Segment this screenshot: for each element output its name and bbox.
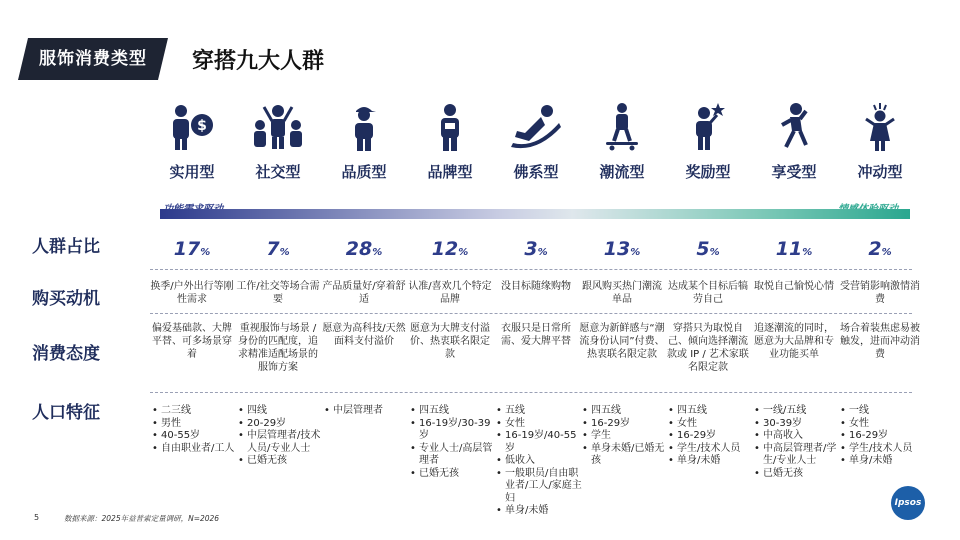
demographic-item: • 一般职员/自由职业者/工人/家庭主妇 [496,468,584,506]
segment-attitude: 偏爱基础款、大牌平替、可多场景穿着 [152,323,232,360]
share-value: 13 [603,238,631,260]
share-unit: % [537,247,548,258]
share-value: 17 [173,238,201,260]
segment-name: 奖励型 [685,163,731,181]
demographic-item: • 单身/未婚 [496,505,584,518]
segment-demographics [840,405,928,468]
segment-name: 品质型 [341,163,387,181]
segment-demographics [238,405,326,468]
segment-share [751,238,837,260]
share-unit: % [372,247,383,258]
tag-label: 服饰消费类型 [39,49,147,69]
demographic-item: • 学生 [582,430,670,443]
demographic-item: • 学生/技术人员 [668,443,756,456]
person-badge-icon [407,102,493,152]
segment-attitude: 愿意为大牌支付溢价、热衷联名限定款 [410,323,490,360]
demographic-item: • 四线 [238,405,326,418]
row-label-demographics: 人口特征 [32,403,100,423]
row-divider [150,392,912,393]
segment-attitude: 场合着装焦虑易被触发，进而冲动消费 [840,323,920,360]
section-tag [18,38,168,80]
demographic-item: • 四五线 [582,405,670,418]
segment-motive: 换季/户外出行等刚性需求 [150,281,234,305]
segment-motive: 产品质量好/穿着舒适 [322,281,406,305]
segment-name: 品牌型 [427,163,473,181]
share-value: 7 [266,238,280,260]
segment-share [407,238,493,260]
demographic-item: • 单身未婚/已婚无孩 [582,443,670,468]
share-unit: % [279,247,290,258]
demographic-item: • 一线 [840,405,928,418]
share-value: 5 [696,238,710,260]
demographic-item: • 已婚无孩 [410,468,498,481]
segment-demographics [496,405,584,518]
segment-attitude: 追逐潮流的同时，愿意为大品牌和专业功能买单 [754,323,834,360]
demographic-item: • 已婚无孩 [238,455,326,468]
segment-demographics [668,405,756,468]
demographic-item: • 四五线 [668,405,756,418]
trophy-person-icon [665,102,751,152]
segment-attitude: 重视服饰与场景 / 身份的匹配度，追求精准适配场景的服饰方案 [238,323,318,373]
demographic-item: • 四五线 [410,405,498,418]
segment-attitude: 衣服只是日常所需、爱大牌平替 [501,323,571,347]
share-unit: % [709,247,720,258]
demographic-item: • 学生/技术人员 [840,443,928,456]
segment-name: 佛系型 [513,163,559,181]
share-value: 28 [345,238,373,260]
segment-share [665,238,751,260]
segment-share [579,238,665,260]
share-unit: % [802,247,813,258]
demographic-item: • 16-29岁 [840,430,928,443]
segment-demographics [152,405,240,455]
segment-attitude: 愿意为高科技/天然面料支付溢价 [322,323,406,347]
segment-motive: 跟风购买热门潮流单品 [582,281,662,305]
demographic-item: • 单身/未婚 [840,455,928,468]
demographic-item: • 中高层管理者/学生/专业人士 [754,443,842,468]
demographic-item: • 16-19岁/40-55岁 [496,430,584,455]
segment-name: 潮流型 [599,163,645,181]
person-cap-icon [321,102,407,152]
row-divider [150,269,912,270]
running-person-icon [751,102,837,152]
demographic-item: • 中层管理者/技术人员/专业人士 [238,430,326,455]
data-source-note: 数据来源：2025年益普索定量调研，N=2026 [64,514,220,523]
ipsos-logo: Ipsos [891,486,925,520]
row-label-motive: 购买动机 [32,289,100,309]
share-unit: % [881,247,892,258]
demographic-item: • 女性 [840,418,928,431]
demographic-item: • 已婚无孩 [754,468,842,481]
money-person-icon [149,102,235,152]
demographic-item: • 16-19岁/30-39岁 [410,418,498,443]
excited-person-icon [837,102,923,152]
segment-share [837,238,923,260]
segment-name: 社交型 [255,163,301,181]
share-value: 12 [431,238,459,260]
demographic-item: • 40-55岁 [152,430,240,443]
demographic-item: • 16-29岁 [582,418,670,431]
segment-name: 冲动型 [857,163,903,181]
svg-text:$: $ [197,118,207,134]
segment-motive: 没目标随缘购物 [501,281,571,292]
page-number: 5 [34,513,40,522]
demographic-item: • 一线/五线 [754,405,842,418]
segment-share [149,238,235,260]
driver-gradient-bar [160,209,910,219]
demographic-item: • 单身/未婚 [668,455,756,468]
demographic-item: • 16-29岁 [668,430,756,443]
segment-demographics [324,405,412,418]
page-title: 穿搭九大人群 [192,49,325,74]
row-label-share: 人群占比 [32,237,100,257]
share-unit: % [458,247,469,258]
demographic-item: • 五线 [496,405,584,418]
segment-attitude: 穿搭只为取悦自己、倾向选择潮流款或 IP / 艺术家联名限定款 [667,323,749,373]
segment-share [493,238,579,260]
demographic-item: • 中层管理者 [324,405,412,418]
segment-share [235,238,321,260]
segment-name: 享受型 [771,163,817,181]
segment-motive: 达成某个目标后犒劳自己 [668,281,748,305]
demographic-item: • 30-39岁 [754,418,842,431]
segment-motive: 受营销影响激情消费 [840,281,920,305]
share-unit: % [630,247,641,258]
segment-demographics [410,405,498,480]
demographic-item: • 女性 [668,418,756,431]
segment-motive: 取悦自己愉悦心情 [754,281,834,292]
demographic-item: • 自由职业者/工人 [152,443,240,456]
row-label-attitude: 消费态度 [32,344,100,364]
segment-share [321,238,407,260]
demographic-item: • 中高收入 [754,430,842,443]
share-value: 3 [524,238,538,260]
lounging-person-icon [493,102,579,152]
share-unit: % [200,247,211,258]
segment-attitude: 愿意为新鲜感与“潮流身份认同”付费、热衷联名限定款 [579,323,665,360]
share-value: 2 [868,238,882,260]
demographic-item: • 20-29岁 [238,418,326,431]
segment-demographics [582,405,670,468]
segment-demographics [754,405,842,480]
demographic-item: • 女性 [496,418,584,431]
segment-motive: 认准/喜欢几个特定品牌 [408,281,492,305]
share-value: 11 [775,238,803,260]
demographic-item: • 二三线 [152,405,240,418]
skateboarder-icon [579,102,665,152]
row-divider [150,313,912,314]
segment-name: 实用型 [169,163,215,181]
group-people-icon [235,102,321,152]
segment-motive: 工作/社交等场合需要 [236,281,320,305]
demographic-item: • 低收入 [496,455,584,468]
demographic-item: • 男性 [152,418,240,431]
demographic-item: • 专业人士/高层管理者 [410,443,498,468]
